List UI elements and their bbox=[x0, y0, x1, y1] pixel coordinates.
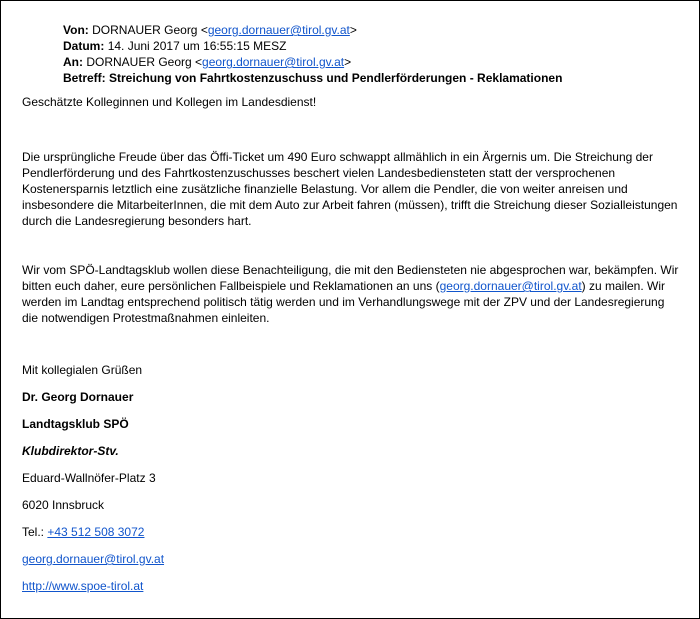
paragraph-1: Die ursprüngliche Freude über das Öffi-Ticket um 490 Euro schwappt allmählich in ein Ärgernis um. Die Streichung der Pendlerförderung und des Fahrtkostenzuschusses beschert vielen Landesbediensteten statt der versprochenen Kostenersparnis letztlich eine zusätzliche finanzielle Belastung. Vor allem die Pendler, die von weiter anreisen und insbesondere die MitarbeiterInnen, die mit dem Auto zur Arbeit fahren (müssen), trifft die Streichung dieser Sozialleistungen durch die Landesregierung besonders hart. bbox=[22, 150, 678, 228]
phone-link[interactable]: +43 512 508 3072 bbox=[47, 525, 145, 539]
date-row bbox=[63, 38, 562, 54]
subject-value: Streichung von Fahrtkostenzuschuss und Pendlerförderungen - Reklamationen bbox=[109, 71, 563, 85]
paragraph-2 bbox=[22, 262, 682, 326]
date-value: 14. Juni 2017 um 16:55:15 MESZ bbox=[107, 39, 287, 53]
website-link[interactable]: http://www.spoe-tirol.at bbox=[22, 579, 144, 593]
signature-email-link[interactable]: georg.dornauer@tirol.gv.at bbox=[22, 552, 165, 566]
signature-role: Klubdirektor-Stv. bbox=[22, 444, 119, 458]
signature-phone bbox=[22, 524, 144, 540]
from-name: DORNAUER Georg bbox=[92, 23, 198, 37]
from-email-link[interactable]: georg.dornauer@tirol.gv.at bbox=[207, 23, 350, 37]
paragraph-2-email-link[interactable]: georg.dornauer@tirol.gv.at bbox=[439, 279, 582, 293]
to-row: An: DORNAUER Georg <georg.dornauer@tirol.gv.at> bbox=[63, 55, 352, 69]
paragraph-2-text-after: ) zu mailen. Wir werden im Landtag entsprechend politisch tätig werden und im Verhandlungswege mit der ZPV und der Landesregierung die notwendigen Protestmaßnahmen einleiten. bbox=[22, 279, 665, 325]
greeting: Geschätzte Kolleginnen und Kollegen im Landesdienst! bbox=[22, 95, 317, 109]
signature-website bbox=[22, 578, 143, 594]
signature-organization: Landtagsklub SPÖ bbox=[22, 417, 129, 431]
from-label: Von: bbox=[63, 23, 89, 37]
signature-name: Dr. Georg Dornauer bbox=[22, 390, 134, 404]
signature-street: Eduard-Wallnöfer-Platz 3 bbox=[22, 471, 156, 485]
date-label: Datum: bbox=[63, 39, 105, 53]
from-row: Von: DORNAUER Georg <georg.dornauer@tirol.gv.at> bbox=[63, 23, 357, 37]
phone-label: Tel.: bbox=[22, 525, 45, 539]
to-email-link[interactable]: georg.dornauer@tirol.gv.at bbox=[202, 55, 345, 69]
signature-city: 6020 Innsbruck bbox=[22, 498, 105, 512]
signature-email bbox=[22, 551, 164, 567]
to-name: DORNAUER Georg bbox=[86, 55, 192, 69]
email-header bbox=[63, 22, 562, 86]
subject-row bbox=[63, 70, 562, 86]
to-label: An: bbox=[63, 55, 83, 69]
subject-label: Betreff: bbox=[63, 71, 106, 85]
paragraph-2-text-before: Wir vom SPÖ-Landtagsklub wollen diese Benachteiligung, die mit den Bediensteten nie abgesprochen war, bekämpfen. Wir bitten euch daher, eure persönlichen Fallbeispiele und Reklamationen an uns ( bbox=[22, 263, 679, 293]
signature-closing: Mit kollegialen Grüßen bbox=[22, 363, 143, 377]
